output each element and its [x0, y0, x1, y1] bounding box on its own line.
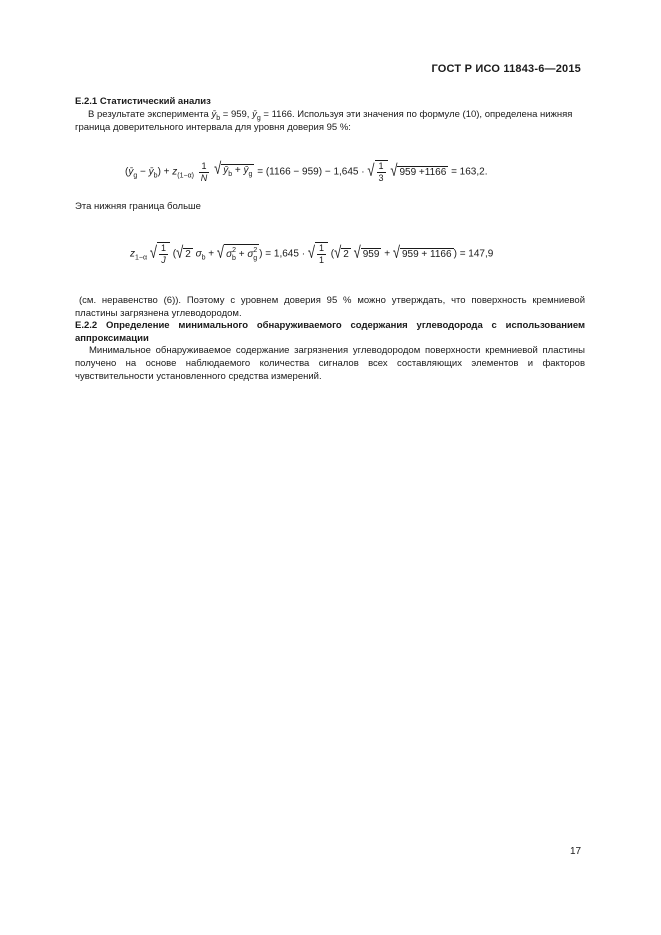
sqrt-1-over-j: √ $\frac{1}{J}$	[150, 242, 170, 266]
z-symbol: z	[130, 248, 135, 260]
sqrt-sum: √ $ȳ_b$ + $ȳ_g$	[214, 163, 254, 181]
paren-open: (	[125, 166, 129, 178]
formula-1	[125, 160, 487, 184]
section-e22-paragraph: Минимальное обнаруживаемое содержание загрязнения углеводородом поверхности кремниевой пластины получено на основе наблюдаемого количества сигналов всех составляющих элементов и факторов чувствительности установленного средства измерений.	[75, 345, 585, 382]
z-subscript: (1−α)	[177, 172, 194, 180]
sub-g: g	[133, 172, 138, 180]
paren-close-plus: ) +	[157, 166, 170, 178]
formula2-result: = 147,9	[459, 248, 494, 260]
sqrt-sum-values: √ 959 + 1166	[392, 242, 452, 263]
minus-sign: −	[140, 166, 146, 178]
yb-value: = 959,	[222, 109, 250, 120]
yg-value: = 1166. Используя эти значения по формуле (10), определена нижняя	[263, 109, 573, 120]
sqrt-values: √ 959 +1166	[390, 160, 447, 181]
sqrt-fraction: √ $\frac{1}{3}$	[367, 160, 387, 184]
sqrt-1-over-1: √ $\frac{1}{1}$	[308, 242, 328, 266]
sqrt-sigma-sum: √ $\sigma^2_b + \sigma^2_g$	[217, 244, 259, 265]
sqrt-two-rhs: √ 2	[334, 242, 349, 263]
section-e21-text-a: В результате эксперимента	[88, 109, 209, 120]
sub-g: g	[256, 115, 261, 122]
formula1-rhs: = (1166 − 959) − 1,645 ·	[257, 166, 365, 178]
formula-2: $z_{1-\alpha}$ √ $\frac{1}{J}$ (√ 2 $\sigma_b$ + √ $\sigma^2_b + \sigma^2_g$ ) = 1,645 · √ $\frac{1}{1}$ (√ 2 √ 959 + √ 959 + 1166 ) = 147,9	[130, 242, 494, 265]
sub-b: b	[153, 172, 158, 180]
y-bar-symbol: ȳ	[148, 166, 154, 178]
lower-bound-text: Эта нижняя граница больше	[75, 201, 201, 212]
formula2-rhs: = 1,645 ·	[265, 248, 306, 260]
y-bar-symbol: ȳ	[128, 166, 134, 178]
y-bar-symbol: ȳ	[211, 109, 217, 120]
conclusion-paragraph: (см. неравенство (6)). Поэтому с уровнем доверия 95 % можно утверждать, что поверхность кремниевой пластины загрязнена углеводородом.	[75, 295, 585, 319]
sigma-symbol: σ	[195, 248, 202, 260]
page-number: 17	[570, 846, 582, 857]
sqrt-two: √ 2	[176, 242, 191, 263]
z-symbol: z	[172, 166, 178, 178]
z-subscript: 1−α	[135, 254, 148, 262]
section-title-e22: Е.2.2 Определение минимального обнаруживаемого содержания углеводорода с использованием аппроксимации	[75, 320, 585, 344]
fraction-1-over-n: $\frac{1}{N}$	[200, 160, 208, 183]
section-e21-line2: граница доверительного интервала для уровня доверия 95 %:	[75, 122, 351, 133]
formula1-result: = 163,2.	[451, 166, 488, 178]
plus-sign: +	[208, 248, 215, 260]
y-bar-symbol: ȳ	[252, 109, 257, 120]
sqrt-959: √ 959	[353, 242, 380, 263]
sub-b: b	[216, 115, 221, 122]
section-title-e21: Е.2.1 Статистический анализ	[75, 96, 211, 107]
paren-open: (	[172, 248, 177, 260]
standard-header: ГОСТ Р ИСО 11843-6—2015	[431, 63, 581, 75]
paren-close: )	[259, 248, 263, 260]
